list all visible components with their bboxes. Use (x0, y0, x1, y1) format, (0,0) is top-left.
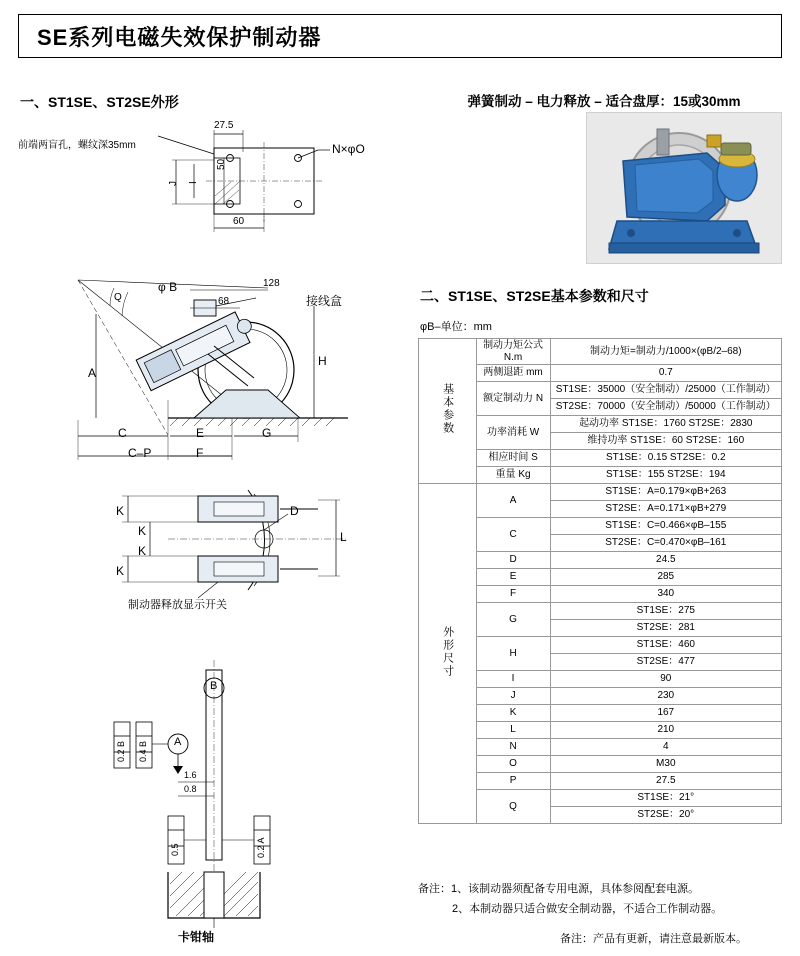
label-datum-B: B (210, 680, 218, 692)
disc-view-svg (18, 640, 398, 940)
dim-value-I: 90 (550, 671, 781, 688)
label-dim-H: H (318, 354, 327, 368)
row-label-torque-formula: 制动力矩公式N.m (476, 339, 550, 365)
dim-value-H-st1se: ST1SE：460 (550, 637, 781, 654)
dim-value-A-st1se: ST1SE：A=0.179×φB+263 (550, 484, 781, 501)
label-dim-L: L (340, 530, 347, 544)
label-dim-K1: K (116, 504, 125, 518)
label-dim-128: 128 (263, 278, 280, 289)
dim-value-H-st2se: ST2SE：477 (550, 654, 781, 671)
dim-value-N: 4 (550, 739, 781, 756)
dim-label-A: A (476, 484, 550, 518)
label-tol-05: 0.5 (170, 843, 180, 856)
label-dim-K4: K (138, 544, 147, 558)
row-label-power: 功率消耗 W (476, 416, 550, 450)
label-angle-Q: Q (114, 292, 122, 303)
drawing-bottom-view (18, 480, 398, 620)
dim-value-D: 24.5 (550, 552, 781, 569)
label-dim-08: 0.8 (184, 784, 197, 794)
group-basic-label: 基本参数 (419, 339, 477, 484)
spec-table (418, 338, 782, 824)
label-dim-I: I (188, 181, 199, 184)
label-dim-G: G (262, 426, 272, 440)
dim-value-L: 210 (550, 722, 781, 739)
label-dim-50: 50 (216, 158, 227, 170)
dim-label-I: I (476, 671, 550, 688)
dim-value-F: 340 (550, 586, 781, 603)
dim-label-O: O (476, 756, 550, 773)
label-dim-K2: K (116, 564, 125, 578)
label-dim-C: C (118, 426, 127, 440)
dim-value-E: 285 (550, 569, 781, 586)
unit-note: φB–单位：mm (420, 321, 492, 333)
product-photo-svg (587, 113, 782, 264)
drawing-top-view (18, 112, 398, 242)
row-value-torque-formula: 制动力矩=制动力/1000×(φB/2–68) (550, 339, 781, 365)
dim-label-H: H (476, 637, 550, 671)
label-dim-K3: K (138, 524, 147, 538)
dim-value-G-st2se: ST2SE：281 (550, 620, 781, 637)
dim-label-N: N (476, 739, 550, 756)
row-value-weight: ST1SE：155 ST2SE：194 (550, 467, 781, 484)
label-release-switch: 制动器释放显示开关 (128, 599, 227, 611)
label-tol-04B: 0.4 B (138, 740, 148, 762)
row-value-power-hold: 维持功率 ST1SE：60 ST2SE：160 (550, 433, 781, 450)
dim-label-G: G (476, 603, 550, 637)
dim-label-C: C (476, 518, 550, 552)
dim-value-A-st2se: ST2SE：A=0.171×φB+279 (550, 501, 781, 518)
dim-label-F: F (476, 586, 550, 603)
dim-label-P: P (476, 773, 550, 790)
label-dim-16: 1.6 (184, 770, 197, 780)
dim-value-J: 230 (550, 688, 781, 705)
label-blind-hole-note: 前端两盲孔，螺纹深35mm (18, 140, 136, 151)
label-dim-60: 60 (233, 216, 245, 227)
footnote-2: 2、本制动器只适合做安全制动器，不适合工作制动器。 (452, 903, 723, 915)
label-dim-68: 68 (218, 296, 230, 307)
table-row (419, 484, 782, 501)
label-dim-D: D (290, 504, 299, 518)
right-section-heading-2: 二、ST1SE、ST2SE基本参数和尺寸 (420, 288, 649, 304)
dim-value-Q-st1se: ST1SE：21° (550, 790, 781, 807)
drawing-side-view (18, 250, 398, 480)
label-datum-A: A (174, 736, 182, 748)
dim-value-P: 27.5 (550, 773, 781, 790)
dim-label-J: J (476, 688, 550, 705)
group-dim-label: 外形尺寸 (419, 484, 477, 824)
label-phi-B: φ B (158, 280, 178, 294)
side-view-svg (18, 250, 398, 480)
top-view-svg (18, 112, 398, 242)
row-label-clearance: 两侧退距 mm (476, 365, 550, 382)
row-value-rated-force-st1se: ST1SE：35000（安全制动）/25000（工作制动） (550, 382, 781, 399)
label-caliper-shaft: 卡钳轴 (178, 930, 215, 944)
label-junction-box: 接线盒 (306, 294, 343, 308)
row-value-clearance: 0.7 (550, 365, 781, 382)
left-section-heading: 一、ST1SE、ST2SE外形 (20, 94, 179, 110)
dim-label-Q: Q (476, 790, 550, 824)
row-label-weight: 重量 Kg (476, 467, 550, 484)
page-title-bar (18, 14, 782, 58)
label-tol-02A: 0.2 A (256, 837, 266, 858)
row-label-rated-force: 额定制动力 N (476, 382, 550, 416)
dim-value-C-st1se: ST1SE：C=0.466×φB–155 (550, 518, 781, 535)
dim-value-Q-st2se: ST2SE：20° (550, 807, 781, 824)
right-section-heading-1: 弹簧制动 – 电力释放 – 适合盘厚：15或30mm (467, 94, 741, 109)
dim-value-G-st1se: ST1SE：275 (550, 603, 781, 620)
label-dim-J: J (168, 181, 179, 186)
dim-label-K: K (476, 705, 550, 722)
row-value-power-start: 起动功率 ST1SE：1760 ST2SE：2830 (550, 416, 781, 433)
label-dim-CP: C–P (128, 446, 152, 460)
dim-value-O: M30 (550, 756, 781, 773)
footnote-3: 备注：产品有更新，请注意最新版本。 (560, 933, 747, 945)
dim-value-K: 167 (550, 705, 781, 722)
row-value-rated-force-st2se: ST2SE：70000（安全制动）/50000（工作制动） (550, 399, 781, 416)
label-dim-275: 27.5 (214, 120, 234, 131)
label-dim-F: F (196, 446, 204, 460)
page-title: SE系列电磁失效保护制动器 (37, 24, 322, 50)
dim-value-C-st2se: ST2SE：C=0.470×φB–161 (550, 535, 781, 552)
dim-label-L: L (476, 722, 550, 739)
dim-label-D: D (476, 552, 550, 569)
label-dim-A: A (88, 366, 97, 380)
label-dim-E: E (196, 426, 205, 440)
product-photo (586, 112, 782, 264)
table-row (419, 339, 782, 365)
dim-label-E: E (476, 569, 550, 586)
label-tol-02B: 0.2 B (116, 740, 126, 762)
row-label-response-time: 相应时间 S (476, 450, 550, 467)
label-thread-NxO: N×φO (332, 142, 365, 156)
footnote-1: 备注：1、该制动器须配备专用电源，具体参阅配套电源。 (418, 883, 700, 895)
row-value-response-time: ST1SE：0.15 ST2SE：0.2 (550, 450, 781, 467)
drawing-disc-view (18, 640, 398, 944)
